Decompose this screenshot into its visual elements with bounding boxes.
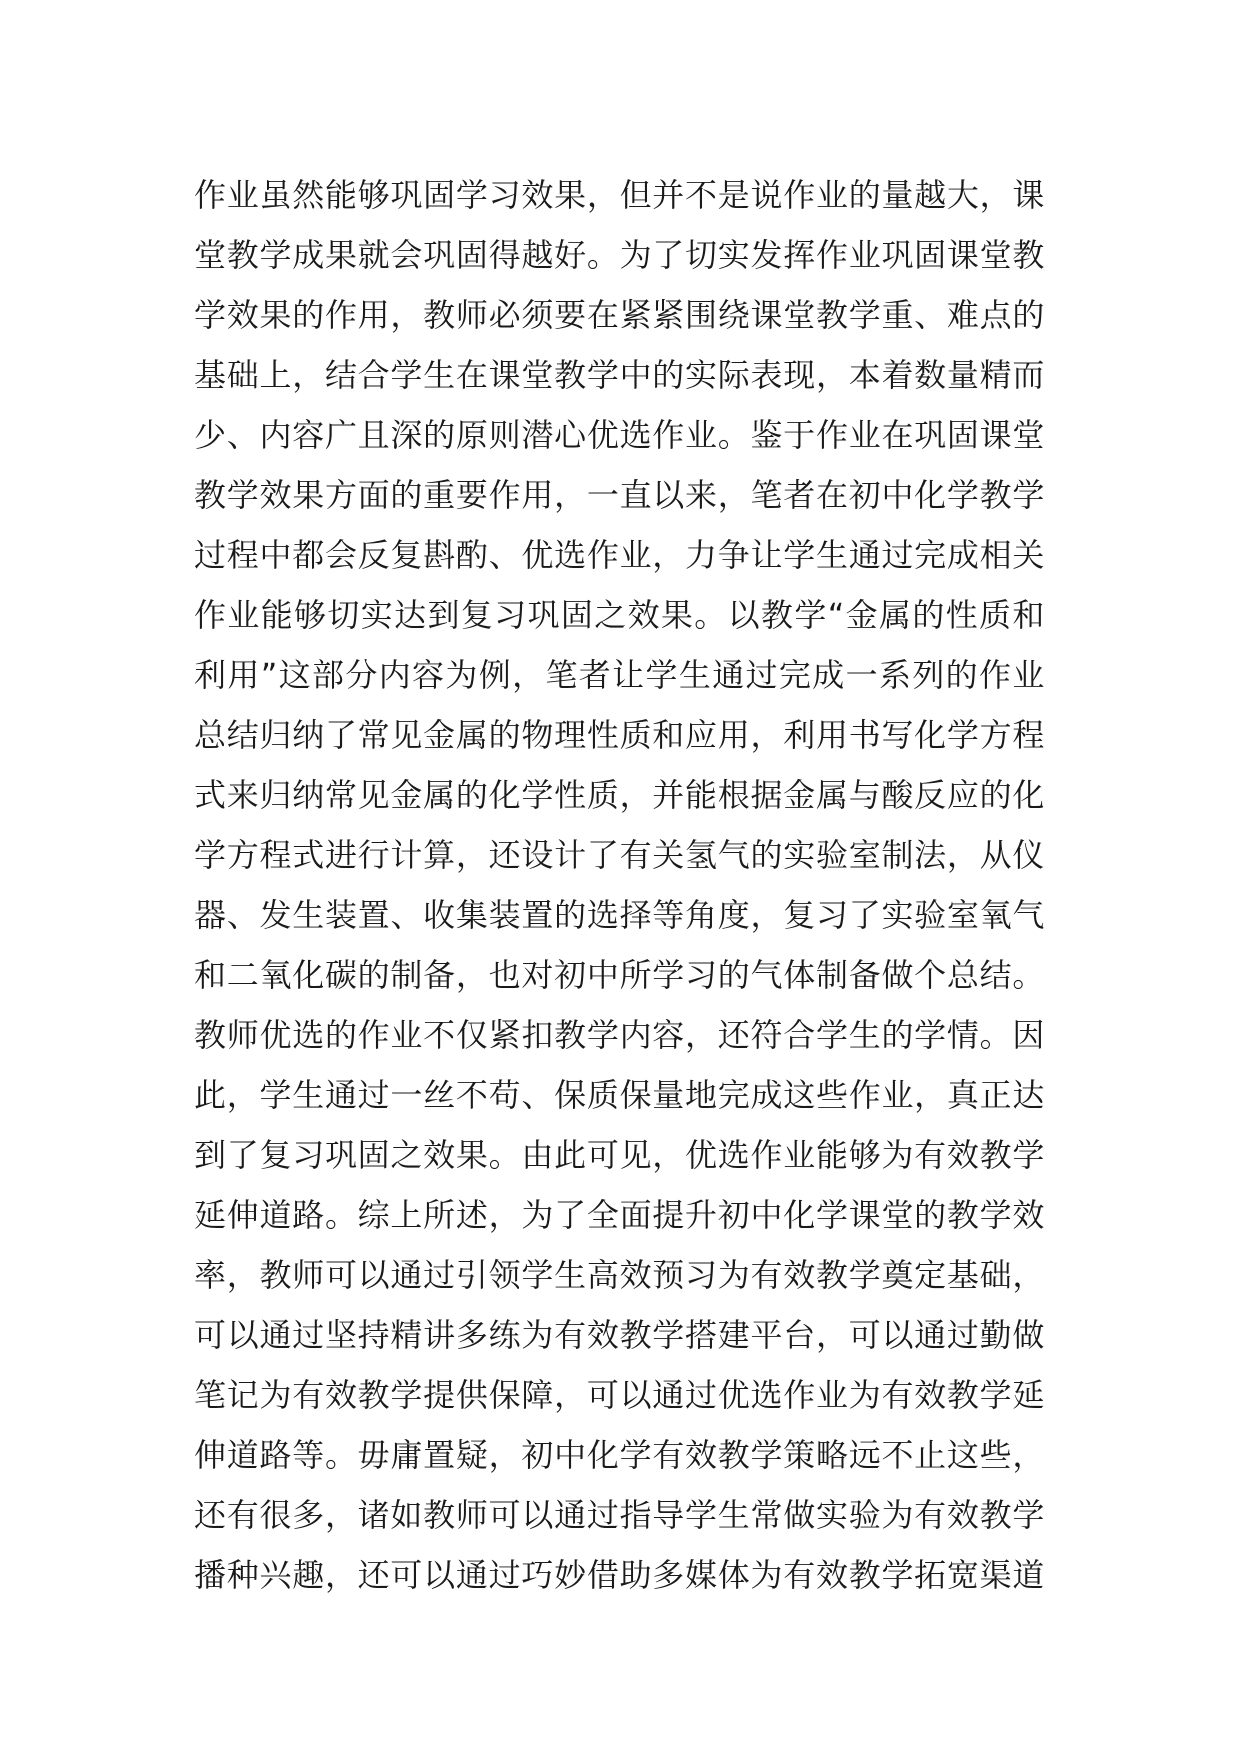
body-paragraph bbox=[194, 165, 1045, 1605]
text-line: 伸道路等。毋庸置疑，初中化学有效教学策略远不止这些， bbox=[194, 1436, 1045, 1474]
text-line: 教师优选的作业不仅紧扣教学内容，还符合学生的学情。因 bbox=[194, 1016, 1045, 1054]
text-line: 还有很多，诸如教师可以通过指导学生常做实验为有效教学 bbox=[194, 1496, 1045, 1534]
text-line: 器、发生装置、收集装置的选择等角度，复习了实验室氧气 bbox=[194, 896, 1045, 934]
text-line: 到了复习巩固之效果。由此可见，优选作业能够为有效教学 bbox=[194, 1136, 1045, 1174]
text-line: 作业能够切实达到复习巩固之效果。以教学“金属的性质和 bbox=[194, 596, 1045, 634]
text-line: 率，教师可以通过引领学生高效预习为有效教学奠定基础， bbox=[194, 1256, 1045, 1294]
text-line: 学效果的作用，教师必须要在紧紧围绕课堂教学重、难点的 bbox=[194, 296, 1045, 334]
text-line: 堂教学成果就会巩固得越好。为了切实发挥作业巩固课堂教 bbox=[194, 236, 1045, 274]
text-line: 式来归纳常见金属的化学性质，并能根据金属与酸反应的化 bbox=[194, 776, 1045, 814]
text-line: 播种兴趣，还可以通过巧妙借助多媒体为有效教学拓宽渠道 bbox=[194, 1556, 1045, 1594]
text-line: 基础上，结合学生在课堂教学中的实际表现，本着数量精而 bbox=[194, 356, 1045, 394]
text-line: 学方程式进行计算，还设计了有关氢气的实验室制法，从仪 bbox=[194, 836, 1045, 874]
text-line: 少、内容广且深的原则潜心优选作业。鉴于作业在巩固课堂 bbox=[194, 416, 1045, 454]
text-line: 延伸道路。综上所述，为了全面提升初中化学课堂的教学效 bbox=[194, 1196, 1045, 1234]
text-line: 此，学生通过一丝不苟、保质保量地完成这些作业，真正达 bbox=[194, 1076, 1045, 1114]
text-line: 总结归纳了常见金属的物理性质和应用，利用书写化学方程 bbox=[194, 716, 1045, 754]
text-line: 和二氧化碳的制备，也对初中所学习的气体制备做个总结。 bbox=[194, 956, 1045, 994]
text-line: 利用”这部分内容为例，笔者让学生通过完成一系列的作业 bbox=[194, 656, 1045, 694]
text-line: 过程中都会反复斟酌、优选作业，力争让学生通过完成相关 bbox=[194, 536, 1045, 574]
text-line: 作业虽然能够巩固学习效果，但并不是说作业的量越大，课 bbox=[194, 176, 1045, 214]
text-line: 笔记为有效教学提供保障，可以通过优选作业为有效教学延 bbox=[194, 1376, 1045, 1414]
text-line: 可以通过坚持精讲多练为有效教学搭建平台，可以通过勤做 bbox=[194, 1316, 1045, 1354]
text-line: 教学效果方面的重要作用，一直以来，笔者在初中化学教学 bbox=[194, 476, 1045, 514]
